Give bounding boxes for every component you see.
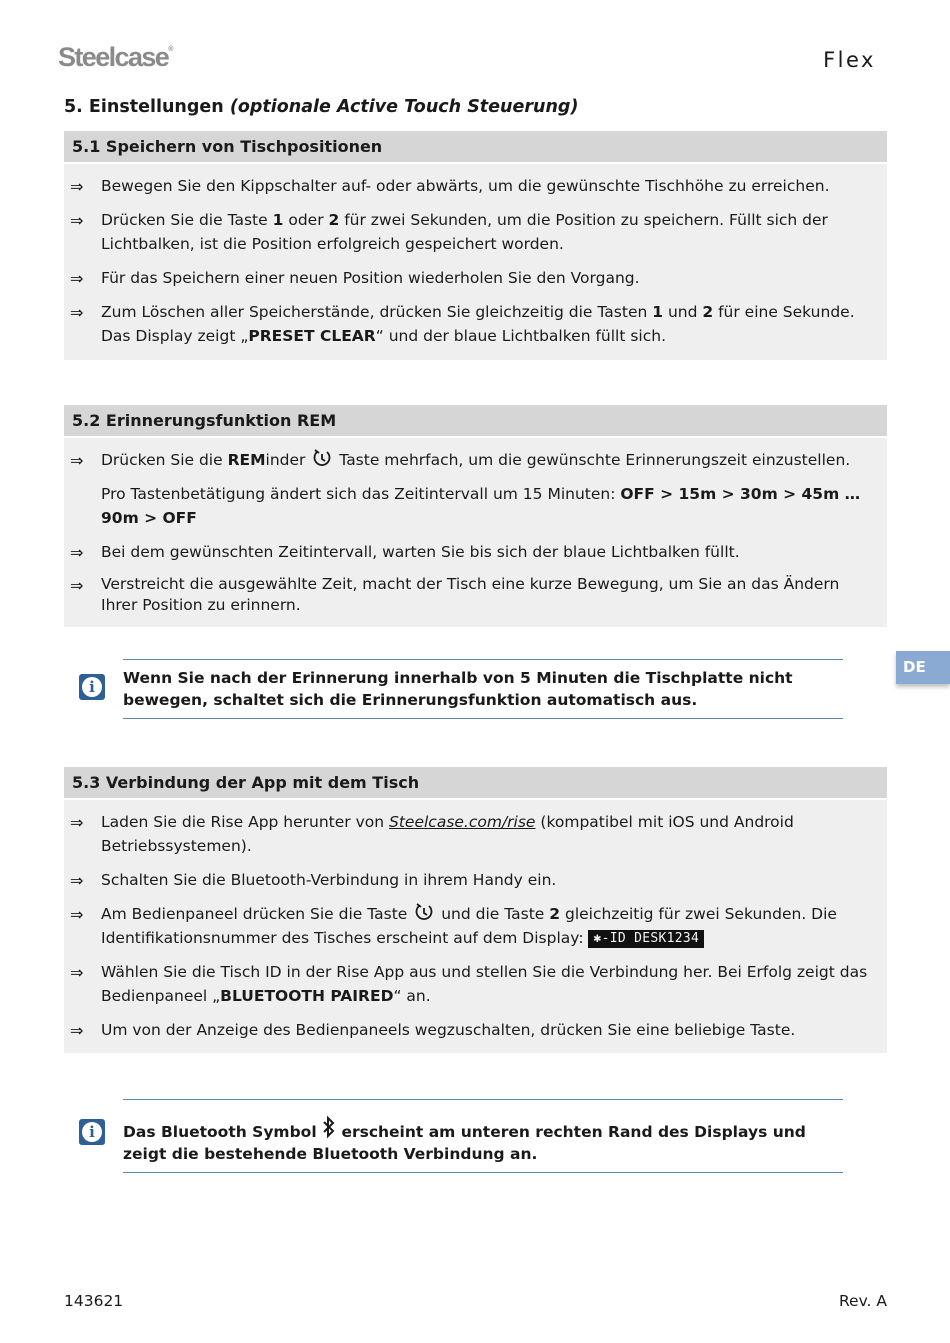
list-item: ⇒ Bewegen Sie den Kippschalter auf- oder abwärts, um die gewünschte Tischhöhe zu erreichen. bbox=[64, 174, 887, 198]
list-item: ⇒ Schalten Sie die Bluetooth-Verbindung in ihrem Handy ein. bbox=[64, 868, 887, 892]
info-icon: i bbox=[79, 674, 105, 700]
desk-id-display: ✱-ID DESK1234 bbox=[588, 930, 704, 948]
info-note: Das Bluetooth Symbol erscheint am unteren rechten Rand des Displays und zeigt die bestehende Bluetooth Verbindung an. bbox=[123, 1099, 843, 1173]
bluetooth-icon bbox=[322, 1115, 336, 1139]
reminder-timer-icon bbox=[414, 902, 434, 922]
arrow-icon: ⇒ bbox=[70, 177, 84, 196]
section-title: 5.2 Erinnerungsfunktion REM bbox=[64, 405, 887, 438]
arrow-icon: ⇒ bbox=[70, 576, 84, 595]
arrow-icon: ⇒ bbox=[70, 905, 84, 924]
list-item: ⇒ Um von der Anzeige des Bedienpaneels wegzuschalten, drücken Sie eine beliebige Taste. bbox=[64, 1018, 887, 1042]
list-item: ⇒ Am Bedienpaneel drücken Sie die Taste und die Taste 2 gleichzeitig für zwei Sekunden. Die Identifikationsnummer des Tisches erscheint auf dem Display: ✱-ID DESK1234 bbox=[64, 902, 887, 950]
reminder-timer-icon bbox=[312, 448, 332, 468]
arrow-icon: ⇒ bbox=[70, 451, 84, 470]
section-5-3 bbox=[64, 767, 887, 1053]
section-title: 5.3 Verbindung der App mit dem Tisch bbox=[64, 767, 887, 800]
rise-app-link[interactable]: Steelcase.com/rise bbox=[389, 813, 536, 831]
list-item: ⇒ Zum Löschen aller Speicherstände, drücken Sie gleichzeitig die Tasten 1 und 2 für eine Sekunde. Das Display zeigt „PRESET CLEAR“ und der blaue Lichtbalken füllt sich. bbox=[70, 303, 855, 345]
list-item: ⇒ Bei dem gewünschten Zeitintervall, warten Sie bis sich der blaue Lichtbalken füllt. bbox=[64, 540, 887, 564]
revision-label: Rev. A bbox=[838, 1292, 887, 1310]
list-item: ⇒ Wählen Sie die Tisch ID in der Rise App aus und stellen Sie die Verbindung her. Bei Erfolg zeigt das Bedienpaneel „BLUETOOTH PAIRED“ an. bbox=[70, 963, 868, 1005]
info-note: Wenn Sie nach der Erinnerung innerhalb von 5 Minuten die Tischplatte nicht bewegen, schaltet sich die Erinnerungsfunktion automatisch aus. bbox=[123, 659, 843, 719]
arrow-icon: ⇒ bbox=[70, 813, 84, 832]
steelcase-logo: Steelcase® bbox=[58, 42, 174, 72]
arrow-icon: ⇒ bbox=[70, 211, 84, 230]
list-item: ⇒ Laden Sie die Rise App herunter von Steelcase.com/rise (kompatibel mit iOS und Android Betriebssystemen). bbox=[70, 813, 794, 855]
main-heading: 5. Einstellungen (optionale Active Touch Steuerung) bbox=[64, 97, 579, 117]
language-tab-de[interactable]: DE bbox=[896, 651, 950, 684]
arrow-icon: ⇒ bbox=[70, 1021, 84, 1040]
arrow-icon: ⇒ bbox=[70, 963, 84, 982]
list-item: ⇒ Drücken Sie die Taste 1 oder 2 für zwei Sekunden, um die Position zu speichern. Füllt sich der Lichtbalken, ist die Position erfolgreich gespeichert worden. bbox=[70, 211, 828, 253]
document-number: 143621 bbox=[64, 1292, 124, 1310]
arrow-icon: ⇒ bbox=[70, 871, 84, 890]
list-item-continuation: Pro Tastenbetätigung ändert sich das Zeitintervall um 15 Minuten: OFF > 15m > 30m > 45m … 90m > OFF bbox=[101, 485, 861, 527]
list-item: ⇒ Für das Speichern einer neuen Position wiederholen Sie den Vorgang. bbox=[64, 266, 887, 290]
section-5-2 bbox=[64, 405, 887, 627]
section-title: 5.1 Speichern von Tischpositionen bbox=[64, 131, 887, 164]
section-5-1 bbox=[64, 131, 887, 360]
list-item: ⇒ Drücken Sie die REMinder Taste mehrfach, um die gewünschte Erinnerungszeit einzustellen. bbox=[64, 448, 887, 472]
arrow-icon: ⇒ bbox=[70, 303, 84, 322]
list-item: ⇒ Verstreicht die ausgewählte Zeit, macht der Tisch eine kurze Bewegung, um Sie an das Ändern Ihrer Position zu erinnern. bbox=[70, 575, 840, 614]
arrow-icon: ⇒ bbox=[70, 269, 84, 288]
info-icon: i bbox=[79, 1119, 105, 1145]
arrow-icon: ⇒ bbox=[70, 543, 84, 562]
product-name: Flex bbox=[823, 48, 876, 72]
